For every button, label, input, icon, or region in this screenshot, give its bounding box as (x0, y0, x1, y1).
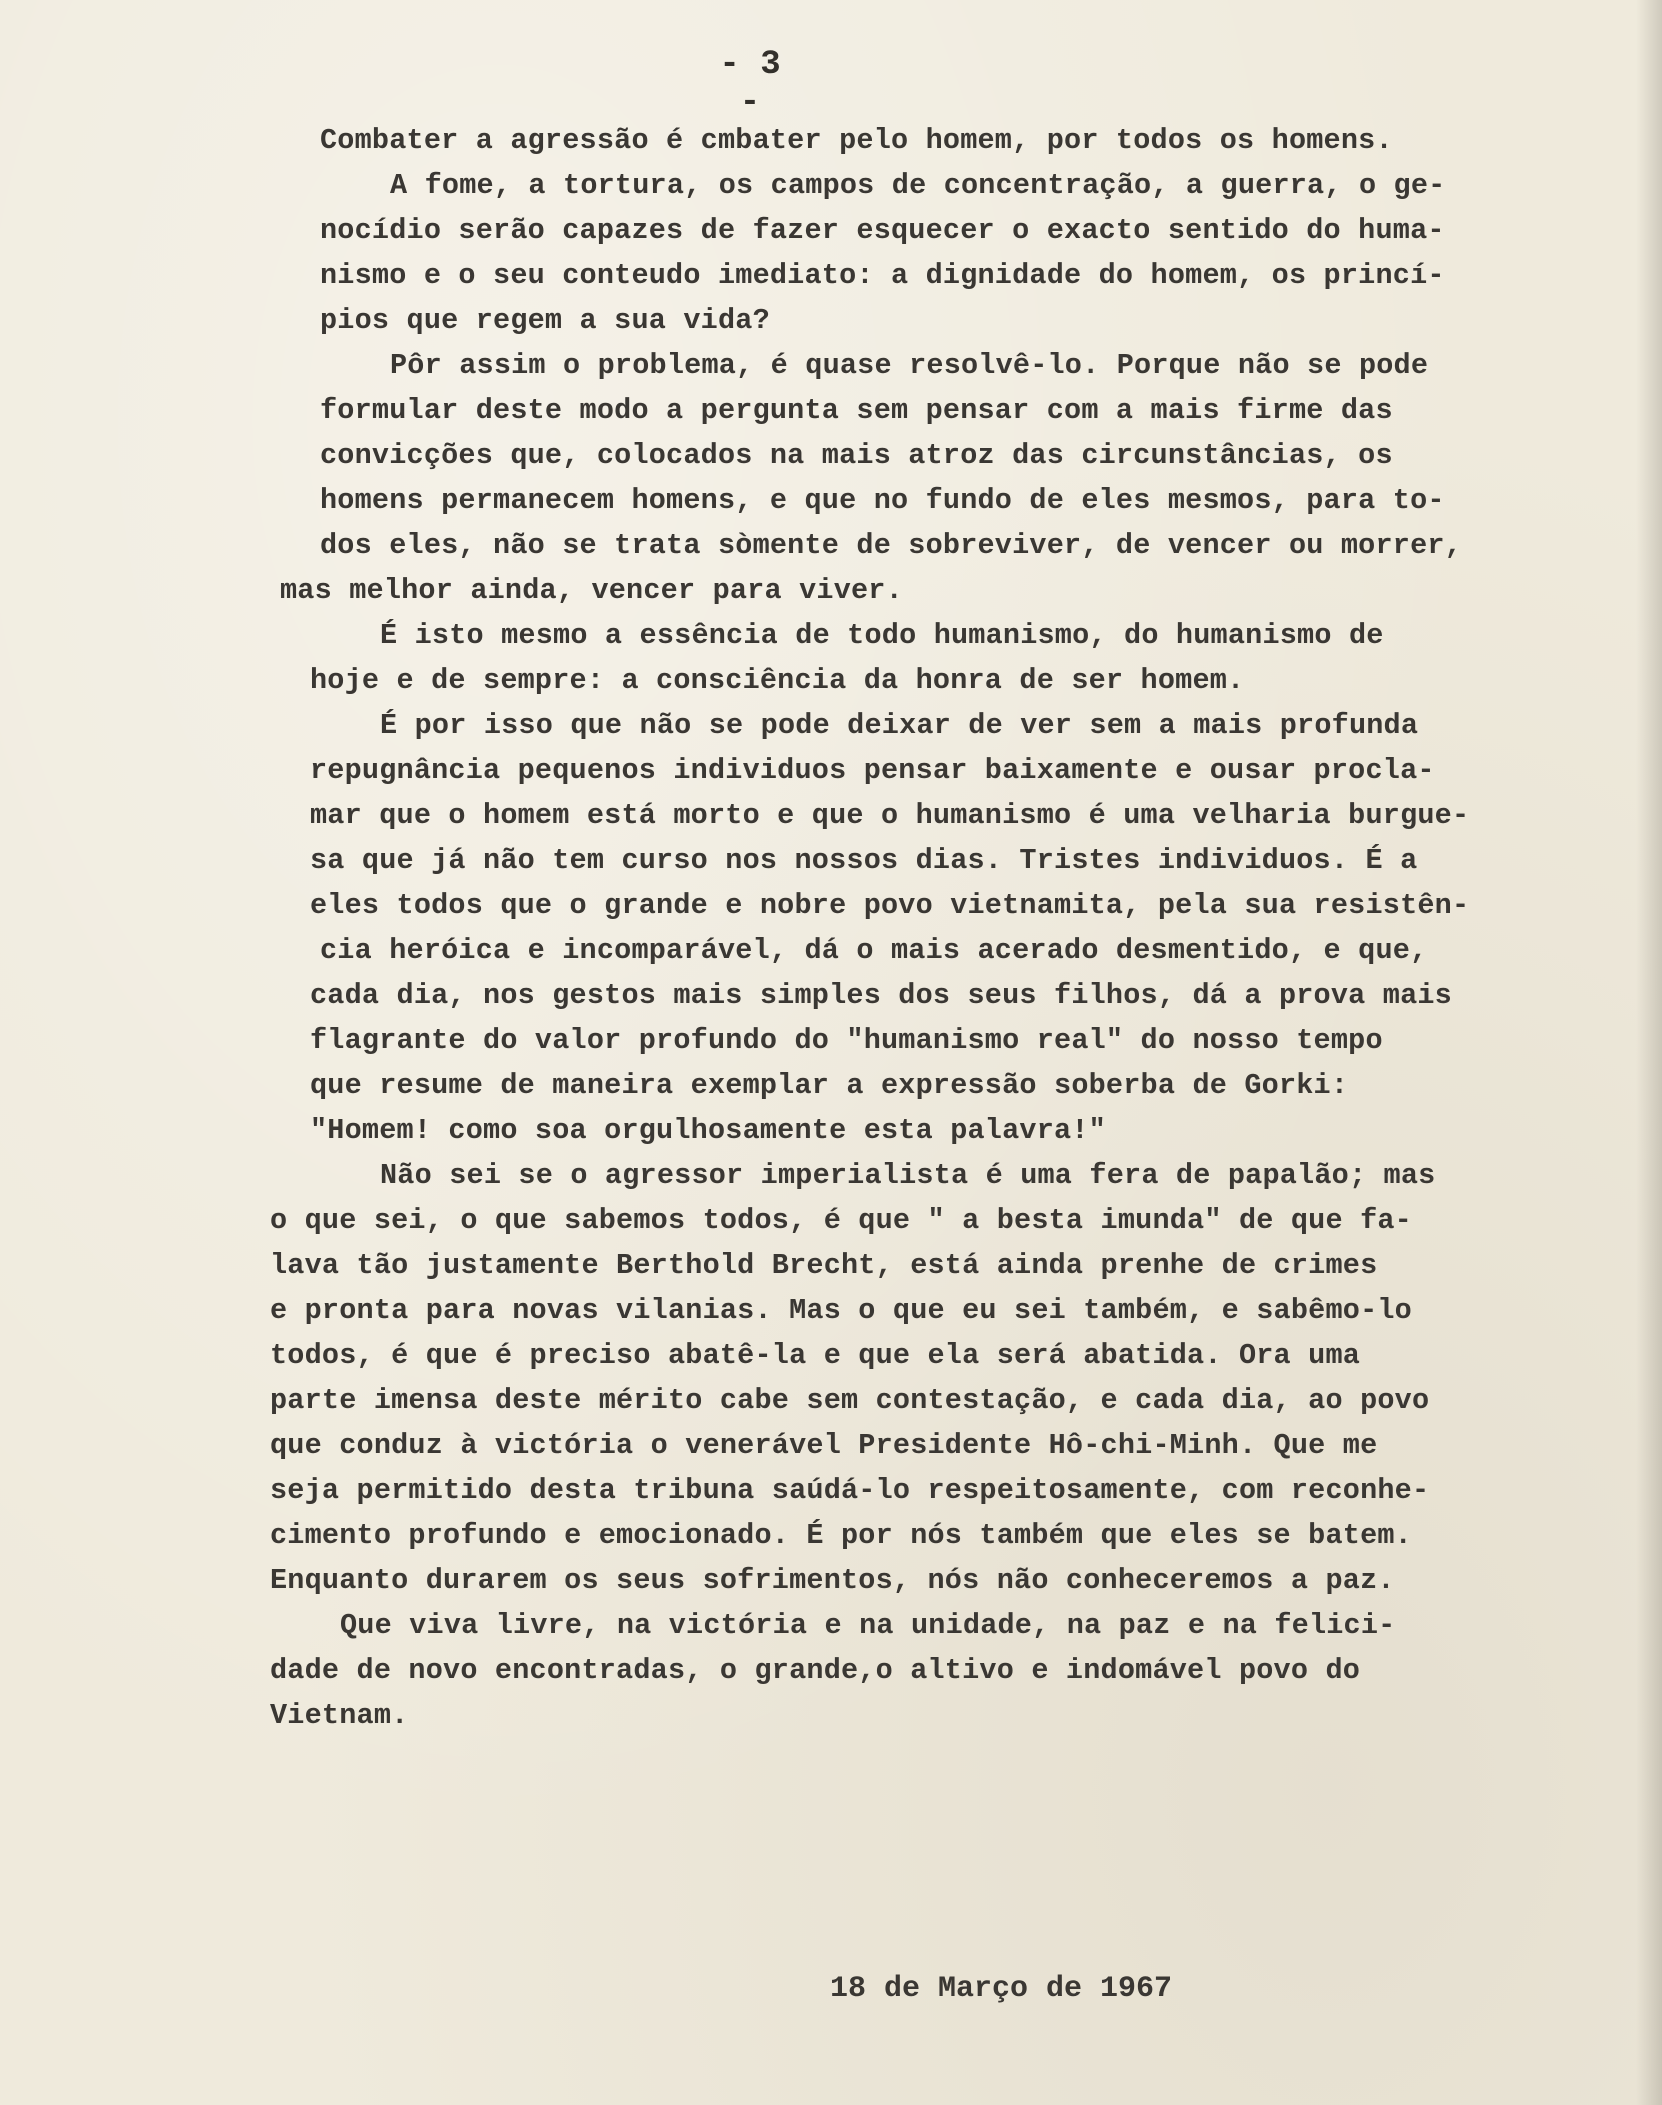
text-line: Pôr assim o problema, é quase resolvê-lo. Porque não se pode (390, 349, 1429, 382)
text-line: eles todos que o grande e nobre povo vietnamita, pela sua resistên- (310, 889, 1470, 922)
text-line: lava tão justamente Berthold Brecht, está ainda prenhe de crimes (270, 1249, 1378, 1282)
text-line: parte imensa deste mérito cabe sem contestação, e cada dia, ao povo (270, 1384, 1430, 1417)
text-line: hoje e de sempre: a consciência da honra de ser homem. (310, 664, 1245, 697)
text-line: Que viva livre, na victória e na unidade, na paz e na felici- (340, 1609, 1396, 1642)
body-text (270, 118, 1630, 1738)
text-line: flagrante do valor profundo do "humanismo real" do nosso tempo (310, 1024, 1383, 1057)
text-line: "Homem! como soa orgulhosamente esta palavra!" (310, 1114, 1106, 1147)
text-line: É isto mesmo a essência de todo humanismo, do humanismo de (380, 619, 1384, 652)
text-line: todos, é que é preciso abatê-la e que ela será abatida. Ora uma (270, 1339, 1361, 1372)
text-line: nocídio serão capazes de fazer esquecer o exacto sentido do huma- (320, 214, 1445, 247)
text-line: cada dia, nos gestos mais simples dos seus filhos, dá a prova mais (310, 979, 1452, 1012)
text-line: nismo e o seu conteudo imediato: a dignidade do homem, os princí- (320, 259, 1445, 292)
text-line: Vietnam. (270, 1699, 409, 1732)
text-line: convicções que, colocados na mais atroz das circunstâncias, os (320, 439, 1393, 472)
text-line: É por isso que não se pode deixar de ver sem a mais profunda (380, 709, 1419, 742)
text-line: e pronta para novas vilanias. Mas o que eu sei também, e sabêmo-lo (270, 1294, 1412, 1327)
text-line: repugnância pequenos individuos pensar baixamente e ousar procla- (310, 754, 1435, 787)
page-number: - 3 - (719, 46, 781, 122)
text-line: homens permanecem homens, e que no fundo de eles mesmos, para to- (320, 484, 1445, 517)
text-line: dos eles, não se trata sòmente de sobreviver, de vencer ou morrer, (320, 529, 1462, 562)
text-line: pios que regem a sua vida? (320, 304, 770, 337)
date-line: 18 de Março de 1967 (830, 1972, 1173, 2006)
text-line: Combater a agressão é cmbater pelo homem, por todos os homens. (320, 124, 1393, 157)
text-line: dade de novo encontradas, o grande,o altivo e indomável povo do (270, 1654, 1361, 1687)
text-line: mar que o homem está morto e que o humanismo é uma velharia burgue- (310, 799, 1470, 832)
text-line: que conduz à victória o venerável Presidente Hô-chi-Minh. Que me (270, 1429, 1378, 1462)
text-line: o que sei, o que sabemos todos, é que " a besta imunda" de que fa- (270, 1204, 1412, 1237)
text-line: que resume de maneira exemplar a expressão soberba de Gorki: (310, 1069, 1349, 1102)
text-line: formular deste modo a pergunta sem pensar com a mais firme das (320, 394, 1393, 427)
text-line: mas melhor ainda, vencer para viver. (280, 574, 903, 607)
text-line: A fome, a tortura, os campos de concentração, a guerra, o ge- (390, 169, 1446, 202)
page-edge-shadow (1636, 0, 1662, 2105)
text-line: sa que já não tem curso nos nossos dias. Tristes individuos. É a (310, 844, 1418, 877)
text-line: cia heróica e incomparável, dá o mais acerado desmentido, e que, (320, 934, 1428, 967)
text-line: Não sei se o agressor imperialista é uma fera de papalão; mas (380, 1159, 1436, 1192)
text-line: Enquanto durarem os seus sofrimentos, nós não conheceremos a paz. (270, 1564, 1395, 1597)
text-line: cimento profundo e emocionado. É por nós também que eles se batem. (270, 1519, 1412, 1552)
text-line: seja permitido desta tribuna saúdá-lo respeitosamente, com reconhe- (270, 1474, 1430, 1507)
